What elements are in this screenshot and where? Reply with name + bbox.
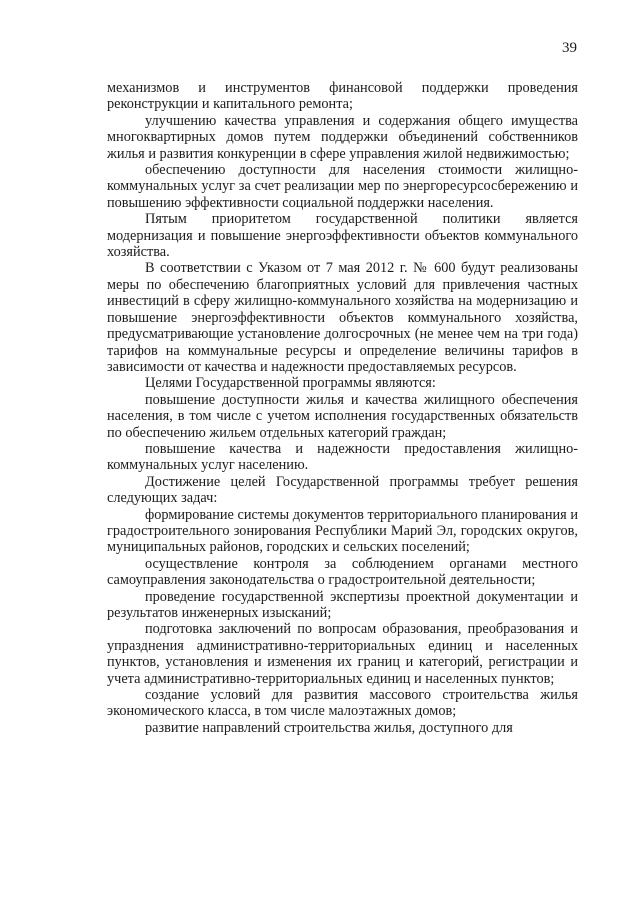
paragraph-15: развитие направлений строительства жилья, доступного для <box>145 719 513 736</box>
document-body <box>107 80 578 736</box>
paragraph-4: Пятым приоритетом государственной политики является модернизация и повышение энергоэффективности объектов коммунального хозяйства. <box>107 211 578 261</box>
paragraph-5: В соответствии с Указом от 7 мая 2012 г. № 600 будут реализованы меры по обеспечению благоприятных условий для привлечения частных инвестиций в сферу жилищно-коммунального хозяйства на модернизацию и повышение энергоэффективности объектов коммунального хозяйства, предусматривающие установление долгосрочных (не менее чем на три года) тарифов на коммунальные ресурсы и определение величины тарифов в зависимости от качества и надежности предоставляемых ресурсов. <box>107 260 578 375</box>
paragraph-10: формирование системы документов территориального планирования и градостроительного зонирования Республики Марий Эл, городских округов, муниципальных районов, городских и сельских поселений; <box>107 506 578 556</box>
paragraph-6: Целями Государственной программы являются: <box>145 375 436 392</box>
paragraph-9: Достижение целей Государственной программы требует решения следующих задач: <box>107 473 578 507</box>
paragraph-8: повышение качества и надежности предоставления жилищно-коммунальных услуг населению. <box>107 440 578 474</box>
paragraph-11: осуществление контроля за соблюдением органами местного самоуправления законодательства о градостроительной деятельности; <box>107 555 578 589</box>
paragraph-12: проведение государственной экспертизы проектной документации и результатов инженерных изысканий; <box>107 588 578 621</box>
paragraph-2: улучшению качества управления и содержания общего имущества многоквартирных домов путем поддержки объединений собственников жилья и развития конкуренции в сфере управления жилой недвижимостью; <box>107 112 578 162</box>
paragraph-13: подготовка заключений по вопросам образования, преобразования и упразднения административно-территориальных единиц и населенных пунктов, установления и изменения их границ и категорий, регистрации и учета административно-территориальных единиц и населенных пунктов; <box>107 621 578 687</box>
paragraph-3: обеспечению доступности для населения стоимости жилищно-коммунальных услуг за счет реализации мер по энергоресурсосбережению и повышению эффективности социальной поддержки населения. <box>107 162 578 211</box>
paragraph-14: создание условий для развития массового строительства жилья экономического класса, в том числе малоэтажных домов; <box>107 687 578 720</box>
paragraph-1: механизмов и инструментов финансовой поддержки проведения реконструкции и капитального ремонта; <box>107 80 578 113</box>
paragraph-7: повышение доступности жилья и качества жилищного обеспечения населения, в том числе с учетом исполнения государственных обязательств по обеспечению жильем отдельных категорий граждан; <box>107 391 578 441</box>
page-number: 39 <box>562 40 577 56</box>
